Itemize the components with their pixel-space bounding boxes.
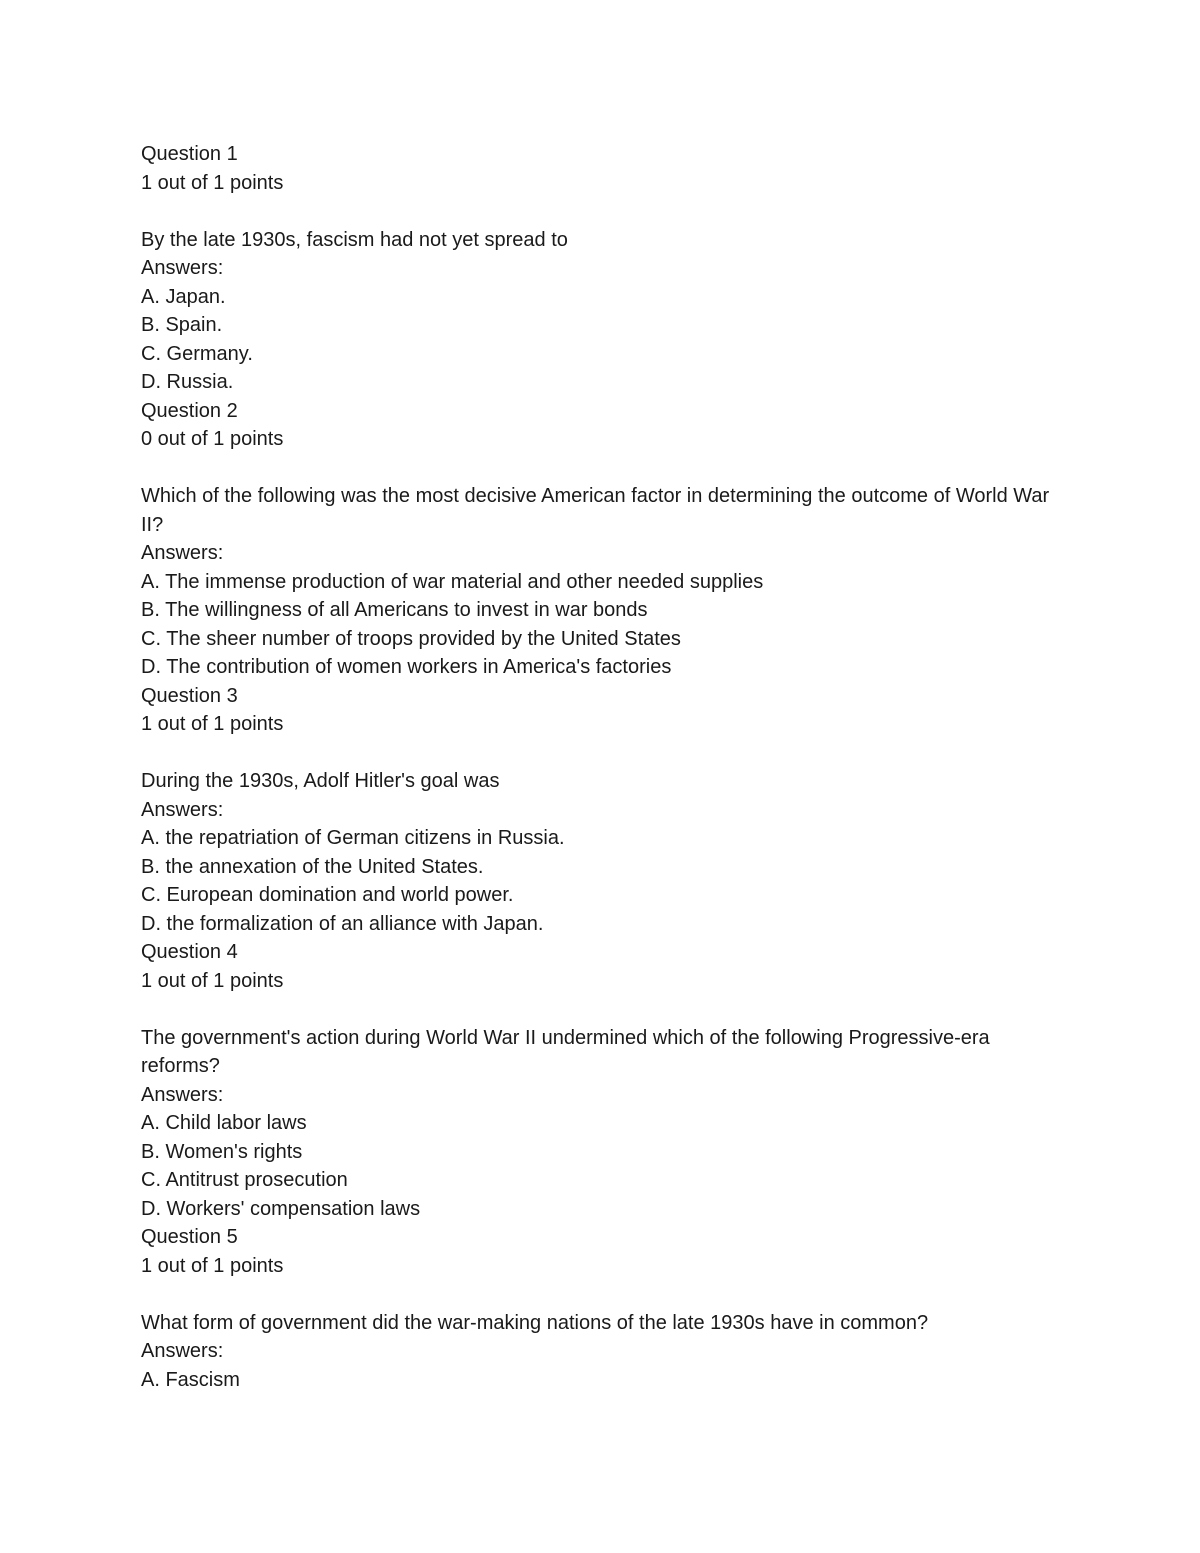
answers-label: Answers: xyxy=(141,1340,224,1362)
question-block xyxy=(141,938,1081,1223)
answer-option: A. Child labor laws xyxy=(141,1112,307,1134)
answer-option: A. Japan. xyxy=(141,285,226,308)
answer-option: D. Workers' compensation laws xyxy=(141,1197,421,1220)
spacer xyxy=(141,454,1081,483)
answer-option: D. The contribution of women workers in America's factories xyxy=(141,656,672,678)
spacer xyxy=(141,1280,1081,1309)
question-heading: Question 1 xyxy=(141,143,238,165)
answer-option: B. the annexation of the United States. xyxy=(141,855,484,878)
answer-option: B. Spain. xyxy=(141,314,223,336)
question-text: Which of the following was the most decisive American factor in determining the outcome of World War II? xyxy=(141,485,1050,536)
spacer xyxy=(141,197,1081,226)
question-score: 0 out of 1 points xyxy=(141,428,284,450)
question-text: During the 1930s, Adolf Hitler's goal was xyxy=(141,770,500,792)
answer-option: C. The sheer number of troops provided by the United States xyxy=(141,627,681,650)
answer-option: C. Germany. xyxy=(141,342,253,365)
answer-option: A. The immense production of war material and other needed supplies xyxy=(141,570,764,593)
question-block xyxy=(141,140,1081,397)
answer-option: A. Fascism xyxy=(141,1368,240,1391)
answer-option: D. Russia. xyxy=(141,371,234,393)
question-score: 1 out of 1 points xyxy=(141,171,284,194)
question-heading: Question 2 xyxy=(141,399,238,422)
answer-option: C. European domination and world power. xyxy=(141,884,514,906)
question-block xyxy=(141,1223,1081,1394)
answers-label: Answers: xyxy=(141,542,224,564)
question-heading: Question 5 xyxy=(141,1226,238,1248)
answer-option: B. The willingness of all Americans to invest in war bonds xyxy=(141,599,648,621)
answer-option: B. Women's rights xyxy=(141,1140,303,1163)
question-block xyxy=(141,397,1081,682)
question-heading: Question 4 xyxy=(141,941,238,963)
answers-label: Answers: xyxy=(141,257,224,279)
spacer xyxy=(141,739,1081,768)
question-score: 1 out of 1 points xyxy=(141,1254,284,1277)
question-text: By the late 1930s, fascism had not yet spread to xyxy=(141,228,568,251)
question-score: 1 out of 1 points xyxy=(141,713,284,735)
answers-label: Answers: xyxy=(141,1083,224,1106)
question-heading: Question 3 xyxy=(141,684,238,707)
spacer xyxy=(141,995,1081,1024)
question-block xyxy=(141,682,1081,939)
question-score: 1 out of 1 points xyxy=(141,969,284,992)
answers-label: Answers: xyxy=(141,798,224,821)
question-text: The government's action during World War II undermined which of the following Progressive-era reforms? xyxy=(141,1026,990,1077)
question-text: What form of government did the war-making nations of the late 1930s have in common? xyxy=(141,1311,929,1334)
answer-option: C. Antitrust prosecution xyxy=(141,1169,348,1191)
answer-option: D. the formalization of an alliance with Japan. xyxy=(141,912,544,935)
document-page xyxy=(141,140,1081,1394)
answer-option: A. the repatriation of German citizens in Russia. xyxy=(141,827,565,849)
